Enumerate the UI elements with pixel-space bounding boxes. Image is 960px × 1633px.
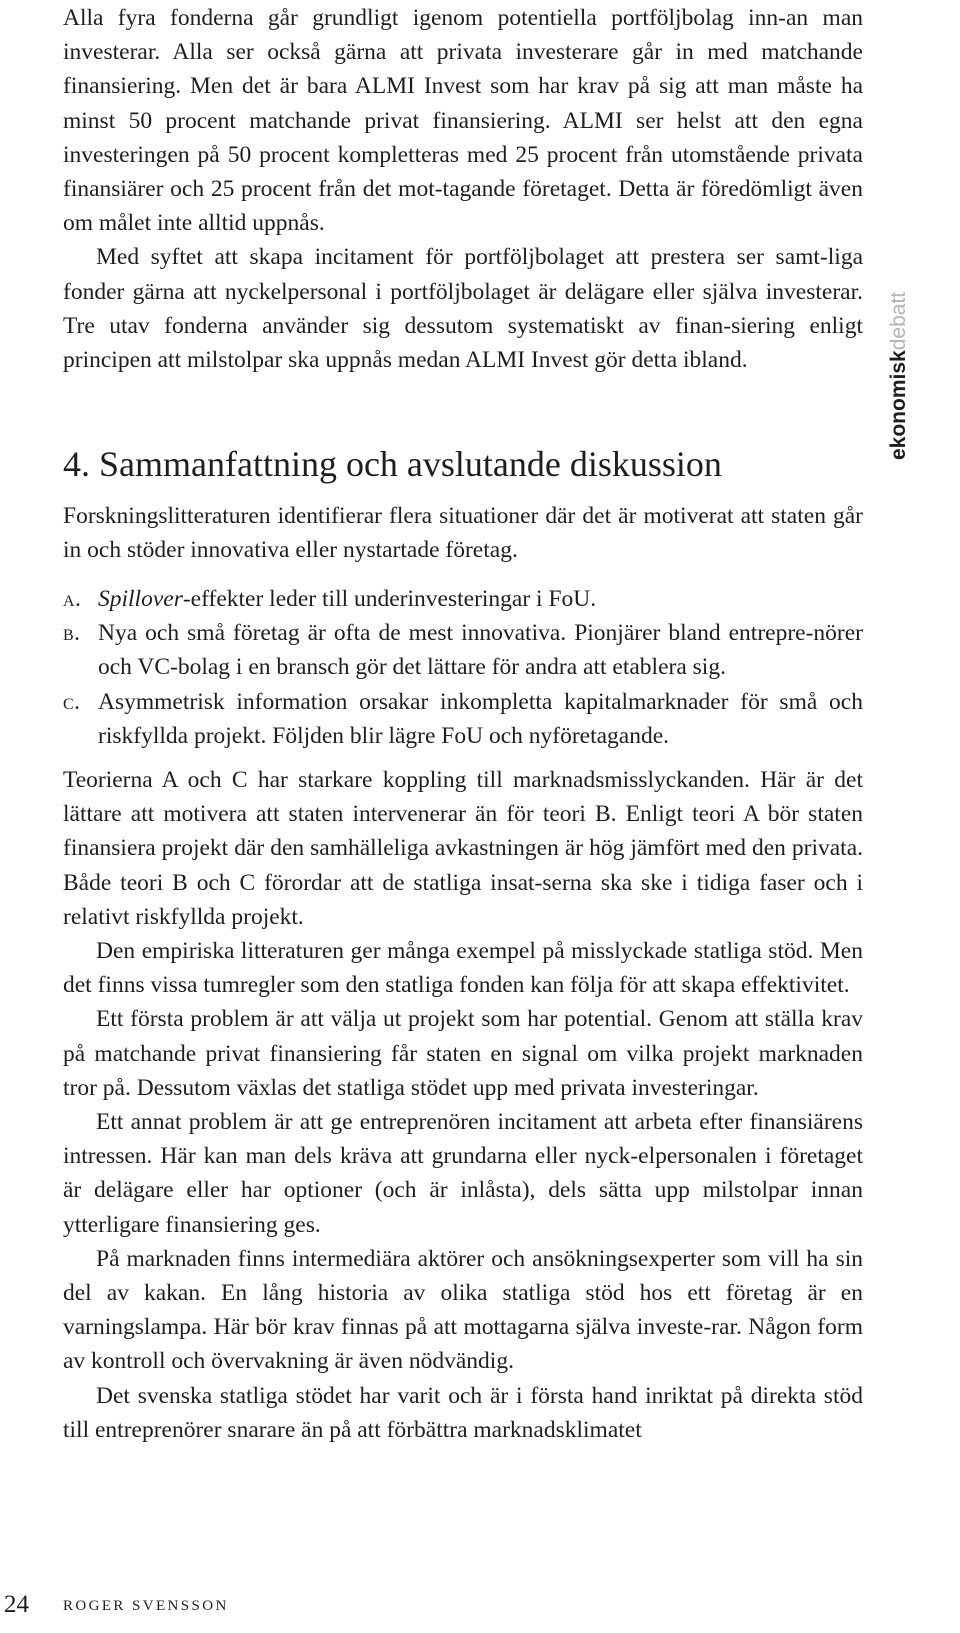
paragraph-swedish-support: Det svenska statliga stödet har varit och är i första hand inriktat på direkta stöd till entreprenörer snarare än på att förbättra marknadsklimatet [63, 1382, 863, 1443]
spillover-term: Spillover [98, 586, 183, 612]
side-label-ekonomiskdebatt [877, 272, 917, 462]
paragraph-fund-review: Alla fyra fonderna går grundligt igenom potentiella portföljbolag inn-an man investerar. Alla ser också gärna att privata investerare går in med matchande finansiering. Men det är bara ALMI Invest som har krav på sig att man måste ha minst 50 procent matchande privat finansiering. ALMI ser helst att den egna investeringen på 50 procent kompletteras med 25 procent från utomstående privata finansiärer och 25 procent från det mot-tagande företaget. Detta är föredömligt även om målet inte alltid uppnås. [63, 5, 863, 237]
list-item [63, 582, 863, 616]
list-marker: b. [63, 620, 81, 647]
list-item-text: Nya och små företag är ofta de mest innovativa. Pionjärer bland entrepre-nörer och VC-bolag i en bransch gör det lättare för andra att etablera sig. [98, 620, 863, 681]
paragraph-theory-comparison: Teorierna A och C har starkare koppling till marknadsmisslyckanden. Här är det lättare att motivera att staten intervenerar än för teori B. Enligt teori A bör staten finansiera projekt där den samhälleliga avkastningen är hög jämfört med den privata. Både teori B och C förordar att de statliga insat-serna ska ske i tidiga faser och i relativt riskfyllda projekt. [63, 767, 863, 930]
list-item-text: Asymmetrisk information orsakar inkompletta kapitalmarknader för små och riskfyllda projekt. Följden blir lägre FoU och nyföretagande. [98, 688, 863, 749]
theory-list [63, 582, 863, 753]
side-label-text [887, 292, 910, 460]
page-number: 24 [4, 1591, 29, 1618]
paragraph-second-problem: Ett annat problem är att ge entreprenören incitament att arbeta efter finansiärens intressen. Här kan man dels kräva att grundarna eller nyck-elpersonalen i företaget är delägare eller har optioner (och är inlåsta), dels sätta upp milstolpar innan ytterligare finansiering ges. [63, 1109, 863, 1238]
paragraph-intermediaries: På marknaden finns intermediära aktörer och ansökningsexperter som vill ha sin del av kakan. En lång historia av olika statliga stöd hos ett företag är en varningslampa. Här bör krav finnas på att mottagarna själva investe-rar. Någon form av kontroll och övervakning är även nödvändig. [63, 1245, 863, 1375]
side-label-graphic [877, 272, 917, 462]
top-text-block [63, 1, 863, 377]
list-marker: c. [63, 688, 81, 715]
list-item [63, 616, 863, 684]
list-item [63, 685, 863, 753]
paragraph-first-problem: Ett första problem är att välja ut projekt som har potential. Genom att ställa krav på matchande privat finansiering får staten en signal om vilka projekt marknaden tror på. Dessutom växlas det statliga stödet upp med privata investeringar. [63, 1006, 863, 1101]
section-heading: 4. Sammanfattning och avslutande diskussion [63, 444, 722, 484]
section-intro: Forskningslitteraturen identifierar flera situationer där det är motiverat att staten går in och stöder innovativa eller nystartade företag. [63, 503, 863, 564]
discussion-text-block [63, 763, 863, 1447]
paragraph-empirical-literature: Den empiriska litteraturen ger många exempel på misslyckade statliga stöd. Men det finns vissa tumregler som den statliga fonden kan följa för att skapa effektivitet. [63, 938, 863, 999]
side-label-bold: ekonomisk [887, 350, 910, 460]
side-label-light: debatt [887, 291, 910, 351]
list-item-text: Spillover-effekter leder till underinvesteringar i FoU. [98, 586, 597, 612]
running-footer-author: ROGER SVENSSON [63, 1598, 229, 1614]
paragraph-incentives: Med syftet att skapa incitament för portföljbolaget att prestera ser samt-liga fonder gärna att nyckelpersonal i portföljbolaget är delägare eller själva investerar. Tre utav fonderna använder sig dessutom systematiskt av finan-siering enligt principen att milstolpar ska uppnås medan ALMI Invest gör detta ibland. [63, 244, 863, 374]
section-intro-block [63, 499, 863, 567]
list-marker: a. [63, 586, 82, 612]
